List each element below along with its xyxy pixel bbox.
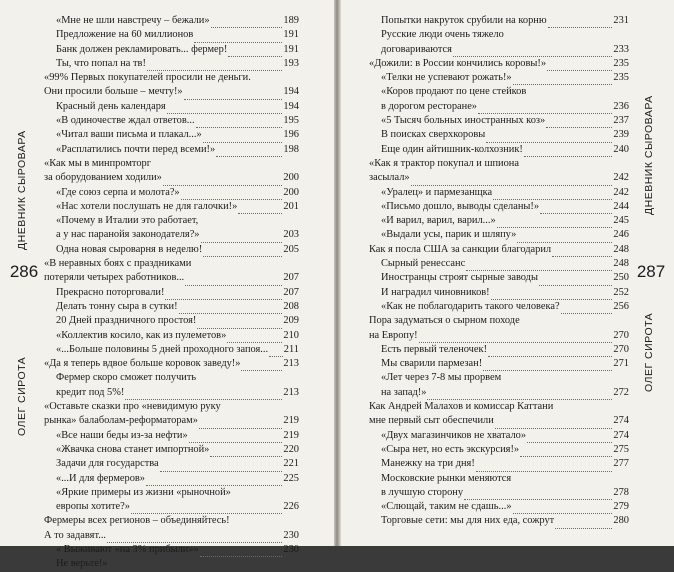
- toc-entry: [369, 85, 629, 99]
- toc-entry-page: 230: [283, 529, 299, 541]
- toc-entry: [369, 14, 629, 28]
- toc-leader-dots: [548, 18, 613, 28]
- toc-leader-dots: [196, 118, 283, 128]
- toc-entry-page: 270: [613, 343, 629, 355]
- toc-entry: [369, 357, 629, 371]
- toc-entry-page: 225: [283, 472, 299, 484]
- left-page-number: 286: [9, 262, 39, 281]
- toc-entry-title: «Да я теперь вдвое больше коровок заведу!»: [44, 358, 241, 370]
- toc-entry: [369, 400, 629, 414]
- toc-entry: [369, 414, 629, 428]
- toc-entry: [44, 143, 299, 157]
- toc-leader-dots: [540, 204, 612, 214]
- toc-entry: [369, 57, 629, 71]
- left-margin: [4, 0, 44, 546]
- toc-entry-page: 213: [283, 358, 299, 370]
- toc-leader-dots: [513, 75, 613, 85]
- toc-leader-dots: [146, 476, 282, 486]
- toc-entry: [369, 128, 629, 142]
- toc-entry-title: Одна новая сыроварня в неделю!: [56, 243, 203, 255]
- toc-entry-page: 194: [283, 86, 299, 98]
- toc-leader-dots: [199, 419, 282, 429]
- toc-entry: [44, 386, 299, 400]
- toc-entry: [369, 343, 629, 357]
- toc-entry-title: Предложение на 60 миллионов: [56, 29, 194, 41]
- toc-leader-dots: [547, 61, 612, 71]
- toc-entry-title: «Почему в Италии это работает,: [56, 215, 199, 227]
- toc-entry-page: 196: [283, 129, 299, 141]
- left-toc: [44, 14, 299, 572]
- toc-entry-title: на Европу!: [369, 329, 418, 341]
- toc-entry-title: «5 Тысяч больных иностранных коз»: [381, 115, 546, 127]
- toc-leader-dots: [427, 390, 612, 400]
- toc-leader-dots: [197, 319, 282, 329]
- toc-entry: [44, 28, 299, 42]
- toc-entry-page: 277: [613, 458, 629, 470]
- toc-entry-page: 237: [613, 115, 629, 127]
- toc-leader-dots: [488, 347, 612, 357]
- toc-entry: [44, 557, 299, 571]
- toc-entry-title: «Мне не шли навстречу – бежали»: [56, 15, 210, 26]
- toc-entry-page: 245: [613, 215, 629, 227]
- toc-entry-title: кредит под 5%!: [56, 386, 125, 398]
- toc-leader-dots: [194, 33, 282, 43]
- toc-entry-title: Красный день календаря: [56, 100, 166, 112]
- toc-entry: [44, 343, 299, 357]
- toc-entry-page: 250: [613, 272, 629, 284]
- toc-entry-title: «Где союз серпа и молота?»: [56, 186, 180, 198]
- toc-entry: [369, 200, 629, 214]
- toc-entry-page: 233: [613, 43, 629, 55]
- toc-entry: [369, 43, 629, 57]
- toc-entry-title: Банк должен рекламировать... фермер!: [56, 43, 228, 55]
- toc-entry-title: за оборудованием ходили»: [44, 172, 162, 184]
- toc-entry-title: «Двух магазинчиков не хватало»: [381, 429, 527, 441]
- toc-entry-title: Есть первый теленочек!: [381, 343, 488, 355]
- toc-entry-page: 248: [613, 243, 629, 255]
- toc-entry-title: «В неравных боях с праздниками: [44, 258, 192, 270]
- toc-leader-dots: [200, 547, 283, 557]
- toc-entry: [369, 443, 629, 457]
- toc-leader-dots: [228, 47, 282, 57]
- toc-leader-dots: [269, 347, 283, 357]
- toc-entry: [369, 28, 629, 42]
- toc-leader-dots: [201, 233, 283, 243]
- toc-entry-title: «Лет через 7-8 мы прорвем: [381, 372, 502, 384]
- toc-entry-page: 235: [613, 72, 629, 84]
- toc-entry-page: 200: [283, 186, 299, 198]
- right-toc: [369, 14, 629, 529]
- toc-entry: [44, 514, 299, 528]
- toc-entry-page: 207: [283, 272, 299, 284]
- toc-entry: [369, 71, 629, 85]
- toc-entry: [369, 286, 629, 300]
- toc-entry-title: «99% Первых покупателей просили не деньги.: [44, 72, 251, 84]
- right-running-title: ДНЕВНИК СЫРОВАРА: [643, 95, 655, 215]
- toc-leader-dots: [189, 433, 283, 443]
- left-running-author: ОЛЕГ СИРОТА: [16, 356, 28, 436]
- toc-entry-title: Сырный ренессанс: [381, 258, 466, 270]
- toc-entry-title: потеряли четырех работников...: [44, 272, 185, 284]
- toc-entry-title: Задачи для государства: [56, 458, 159, 470]
- toc-leader-dots: [238, 204, 282, 214]
- toc-entry: [369, 171, 629, 185]
- toc-entry: [369, 429, 629, 443]
- toc-entry-page: 278: [613, 486, 629, 498]
- toc-entry-title: «Выдали усы, парик и шляпу»: [381, 229, 517, 241]
- toc-leader-dots: [552, 247, 612, 257]
- toc-entry-title: «В одиночестве ждал ответов...: [56, 115, 195, 127]
- toc-entry-title: Торговые сети: мы для них еда, сожрут: [381, 515, 555, 527]
- toc-entry-title: «Расплатились почти перед всеми!»: [56, 143, 216, 155]
- toc-leader-dots: [163, 176, 283, 186]
- toc-leader-dots: [555, 519, 612, 529]
- toc-entry: [44, 529, 299, 543]
- toc-entry-title: «Оставьте сказки про «невидимую руку: [44, 401, 221, 413]
- toc-entry: [44, 214, 299, 228]
- toc-entry: [44, 257, 299, 271]
- toc-leader-dots: [495, 419, 613, 429]
- toc-entry: [44, 228, 299, 242]
- toc-entry: [369, 271, 629, 285]
- toc-entry-page: 252: [613, 286, 629, 298]
- toc-entry-page: 236: [613, 100, 629, 112]
- toc-entry-page: 194: [283, 100, 299, 112]
- toc-entry: [369, 214, 629, 228]
- toc-entry-title: Ты, что попал на тв!: [56, 57, 146, 69]
- toc-entry-title: 20 Дней праздничного простоя!: [56, 315, 197, 327]
- toc-leader-dots: [520, 447, 612, 457]
- toc-entry: [369, 486, 629, 500]
- toc-entry: [44, 400, 299, 414]
- toc-entry-title: на запад!»: [381, 386, 427, 398]
- toc-entry-page: 191: [283, 29, 299, 41]
- toc-entry: [44, 157, 299, 171]
- toc-leader-dots: [527, 433, 612, 443]
- toc-entry-page: 270: [613, 329, 629, 341]
- toc-entry: [44, 300, 299, 314]
- toc-entry-title: «Коров продают по цене стейков: [381, 86, 527, 98]
- toc-entry-page: 201: [283, 200, 299, 212]
- toc-leader-dots: [165, 290, 282, 300]
- toc-entry-page: 213: [283, 386, 299, 398]
- toc-leader-dots: [524, 147, 613, 157]
- toc-entry-title: а у нас паранойя законодателя?»: [56, 229, 200, 241]
- toc-entry-title: «Сыра нет, но есть экскурсия!»: [381, 443, 520, 455]
- toc-entry: [44, 314, 299, 328]
- toc-entry: [44, 286, 299, 300]
- toc-leader-dots: [107, 533, 282, 543]
- toc-entry-page: 235: [613, 57, 629, 69]
- right-margin: [631, 0, 671, 546]
- toc-entry-page: 200: [283, 172, 299, 184]
- toc-entry-title: «Яркие примеры из жизни «рыночной»: [56, 486, 231, 498]
- toc-entry-title: в лучшую сторону: [381, 486, 464, 498]
- toc-entry: [44, 414, 299, 428]
- toc-entry-page: 191: [283, 43, 299, 55]
- toc-leader-dots: [411, 176, 613, 186]
- toc-entry-title: Прекрасно поторговали!: [56, 286, 165, 298]
- toc-leader-dots: [185, 276, 282, 286]
- toc-entry: [44, 200, 299, 214]
- toc-entry-title: «...Больше половины 5 дней проходного запоя...: [56, 343, 269, 355]
- toc-leader-dots: [125, 390, 282, 400]
- toc-leader-dots: [464, 490, 612, 500]
- toc-entry-page: 239: [613, 129, 629, 141]
- toc-leader-dots: [517, 233, 612, 243]
- toc-leader-dots: [203, 133, 283, 143]
- toc-entry-title: «Читал ваши письма и плакал...»: [56, 129, 202, 141]
- toc-entry-title: Манежку на три дня!: [381, 458, 475, 470]
- toc-leader-dots: [486, 133, 612, 143]
- toc-entry-title: А то задавят...: [44, 529, 107, 541]
- toc-entry: [369, 386, 629, 400]
- toc-leader-dots: [131, 504, 282, 514]
- toc-entry-title: рынка» балаболам-реформаторам»: [44, 415, 198, 427]
- toc-entry-title: «Телки не успевают рожать!»: [381, 72, 512, 84]
- toc-entry-title: засылал»: [369, 172, 410, 184]
- toc-entry: [44, 171, 299, 185]
- toc-entry-page: 242: [613, 186, 629, 198]
- toc-entry-title: «Нас хотели послушать не для галочки!»: [56, 200, 238, 212]
- toc-entry-page: 210: [283, 329, 299, 341]
- toc-entry: [369, 371, 629, 385]
- toc-entry-title: Как Андрей Малахов и комиссар Каттани: [369, 401, 554, 413]
- toc-entry: [44, 14, 299, 28]
- toc-entry-title: «Как мы в минпромторг: [44, 157, 151, 169]
- toc-entry: [44, 114, 299, 128]
- toc-entry: [44, 472, 299, 486]
- toc-leader-dots: [491, 290, 613, 300]
- toc-entry-title: европы хотите?»: [56, 501, 130, 513]
- toc-entry-title: Русские люди очень тяжело: [381, 29, 504, 41]
- toc-entry-page: 207: [283, 286, 299, 298]
- toc-entry-page: 209: [283, 315, 299, 327]
- toc-entry: [44, 371, 299, 385]
- toc-entry-title: «Дожили: в России кончились коровы!»: [369, 57, 547, 69]
- toc-entry-page: 275: [613, 443, 629, 455]
- toc-entry-page: 280: [613, 515, 629, 527]
- toc-entry-title: Не верьте!»: [56, 558, 108, 570]
- toc-entry-page: 274: [613, 415, 629, 427]
- toc-entry-title: «Все наши беды из-за нефти»: [56, 429, 188, 441]
- toc-entry-title: «Коллектив косило, как из пулеметов»: [56, 329, 227, 341]
- toc-entry-title: «...И для фермеров»: [56, 472, 146, 484]
- toc-entry-page: 230: [283, 543, 299, 555]
- toc-entry-page: 248: [613, 258, 629, 270]
- toc-entry: [369, 143, 629, 157]
- toc-entry-page: 274: [613, 429, 629, 441]
- toc-entry: [44, 43, 299, 57]
- toc-leader-dots: [147, 61, 282, 71]
- toc-entry-page: 203: [283, 229, 299, 241]
- toc-leader-dots: [227, 333, 282, 343]
- toc-entry: [44, 429, 299, 443]
- toc-leader-dots: [546, 118, 612, 128]
- toc-entry-page: 219: [283, 429, 299, 441]
- toc-entry: [44, 271, 299, 285]
- toc-leader-dots: [493, 190, 612, 200]
- toc-entry: [44, 71, 299, 85]
- toc-entry-title: Еще один айтишник-колхозник!: [381, 143, 523, 155]
- toc-leader-dots: [184, 90, 283, 100]
- toc-entry: [369, 243, 629, 257]
- toc-entry-title: Мы сварили пармезан!: [381, 358, 483, 370]
- right-page-number: 287: [636, 262, 666, 281]
- toc-entry: [44, 543, 299, 557]
- toc-entry-page: 220: [283, 443, 299, 455]
- toc-leader-dots: [561, 304, 613, 314]
- toc-entry-title: в дорогом ресторане»: [381, 100, 478, 112]
- right-page: [340, 0, 674, 546]
- toc-leader-dots: [211, 18, 283, 28]
- toc-entry-title: Попытки накруток срубили на корню: [381, 15, 547, 26]
- toc-leader-dots: [539, 276, 612, 286]
- toc-entry-page: 256: [613, 300, 629, 312]
- toc-entry-page: 208: [283, 300, 299, 312]
- toc-entry-title: «Как не поблагодарить такого человека?: [381, 300, 560, 312]
- toc-entry: [369, 514, 629, 528]
- toc-entry: [369, 157, 629, 171]
- toc-leader-dots: [478, 104, 612, 114]
- toc-entry-title: «Письмо дошло, выводы сделаны!»: [381, 200, 540, 212]
- toc-entry: [44, 100, 299, 114]
- toc-leader-dots: [210, 447, 282, 457]
- toc-entry-page: 193: [283, 57, 299, 69]
- toc-entry-page: 219: [283, 415, 299, 427]
- toc-entry: [44, 486, 299, 500]
- toc-leader-dots: [453, 47, 613, 57]
- left-page: [0, 0, 335, 570]
- toc-entry-page: 198: [283, 143, 299, 155]
- toc-entry: [44, 243, 299, 257]
- toc-leader-dots: [241, 361, 282, 371]
- toc-entry-page: 231: [613, 15, 629, 26]
- toc-leader-dots: [513, 504, 613, 514]
- toc-leader-dots: [483, 361, 612, 371]
- toc-leader-dots: [476, 462, 613, 472]
- toc-entry: [44, 186, 299, 200]
- toc-entry-title: «И варил, варил, варил...»: [381, 215, 496, 227]
- toc-entry-title: Делать тонну сыра в сутки!: [56, 300, 178, 312]
- toc-entry-page: 272: [613, 386, 629, 398]
- toc-entry: [44, 57, 299, 71]
- toc-entry: [369, 472, 629, 486]
- toc-entry-page: 246: [613, 229, 629, 241]
- left-running-title: ДНЕВНИК СЫРОВАРА: [16, 130, 28, 250]
- toc-entry-title: Фермеры всех регионов – объединяйтесь!: [44, 515, 230, 527]
- toc-entry: [44, 500, 299, 514]
- toc-leader-dots: [167, 104, 283, 114]
- toc-entry-title: «Жвачка снова станет импортной»: [56, 443, 210, 455]
- toc-entry-title: договариваются: [381, 43, 452, 55]
- right-running-author: ОЛЕГ СИРОТА: [643, 312, 655, 392]
- toc-entry-title: Фермер скоро сможет получить: [56, 372, 197, 384]
- toc-entry-title: «Уралец» и пармезанщка: [381, 186, 493, 198]
- toc-entry: [369, 114, 629, 128]
- toc-entry: [369, 500, 629, 514]
- toc-leader-dots: [419, 333, 613, 343]
- toc-entry: [369, 314, 629, 328]
- toc-entry-title: « Выживают «на 3% прибыли»»: [56, 543, 199, 555]
- toc-entry-page: 244: [613, 200, 629, 212]
- toc-leader-dots: [216, 147, 282, 157]
- toc-entry-title: И наградил чиновников!: [381, 286, 490, 298]
- toc-entry-page: 271: [613, 358, 629, 370]
- toc-entry: [369, 257, 629, 271]
- toc-entry-page: 205: [283, 243, 299, 255]
- toc-entry-page: 211: [283, 343, 299, 355]
- toc-entry: [369, 329, 629, 343]
- toc-entry: [44, 329, 299, 343]
- toc-entry-title: Как я посла США за санкции благодарил: [369, 243, 552, 255]
- toc-entry-title: Пора задуматься о сырном походе: [369, 315, 520, 327]
- toc-entry-title: Московские рынки меняются: [381, 472, 512, 484]
- toc-entry-page: 195: [283, 115, 299, 127]
- toc-entry-title: «Как я трактор покупал и шпиона: [369, 157, 519, 169]
- toc-leader-dots: [179, 304, 283, 314]
- toc-entry-title: Они просили больше – мечту!»: [44, 86, 183, 98]
- toc-entry-title: В поисках сверхкоровы: [381, 129, 486, 141]
- toc-entry: [369, 457, 629, 471]
- toc-leader-dots: [466, 261, 612, 271]
- toc-entry-page: 242: [613, 172, 629, 184]
- toc-entry-title: мне первый сыт обеспечили: [369, 415, 494, 427]
- toc-entry: [44, 443, 299, 457]
- toc-leader-dots: [181, 190, 283, 200]
- toc-leader-dots: [203, 247, 282, 257]
- toc-entry-page: 279: [613, 501, 629, 513]
- toc-entry: [369, 228, 629, 242]
- toc-entry: [369, 186, 629, 200]
- toc-entry: [369, 100, 629, 114]
- toc-entry-page: 221: [283, 458, 299, 470]
- toc-entry: [369, 300, 629, 314]
- toc-entry-page: 226: [283, 501, 299, 513]
- toc-entry: [44, 457, 299, 471]
- toc-entry-title: «Слющай, таким не сдашь...»: [381, 501, 512, 513]
- toc-entry-page: 240: [613, 143, 629, 155]
- toc-leader-dots: [160, 462, 283, 472]
- toc-entry: [44, 128, 299, 142]
- toc-entry-page: 189: [283, 15, 299, 26]
- toc-entry: [44, 357, 299, 371]
- toc-entry-title: Иностранцы строят сырные заводы: [381, 272, 538, 284]
- toc-entry: [44, 85, 299, 99]
- toc-leader-dots: [497, 218, 613, 228]
